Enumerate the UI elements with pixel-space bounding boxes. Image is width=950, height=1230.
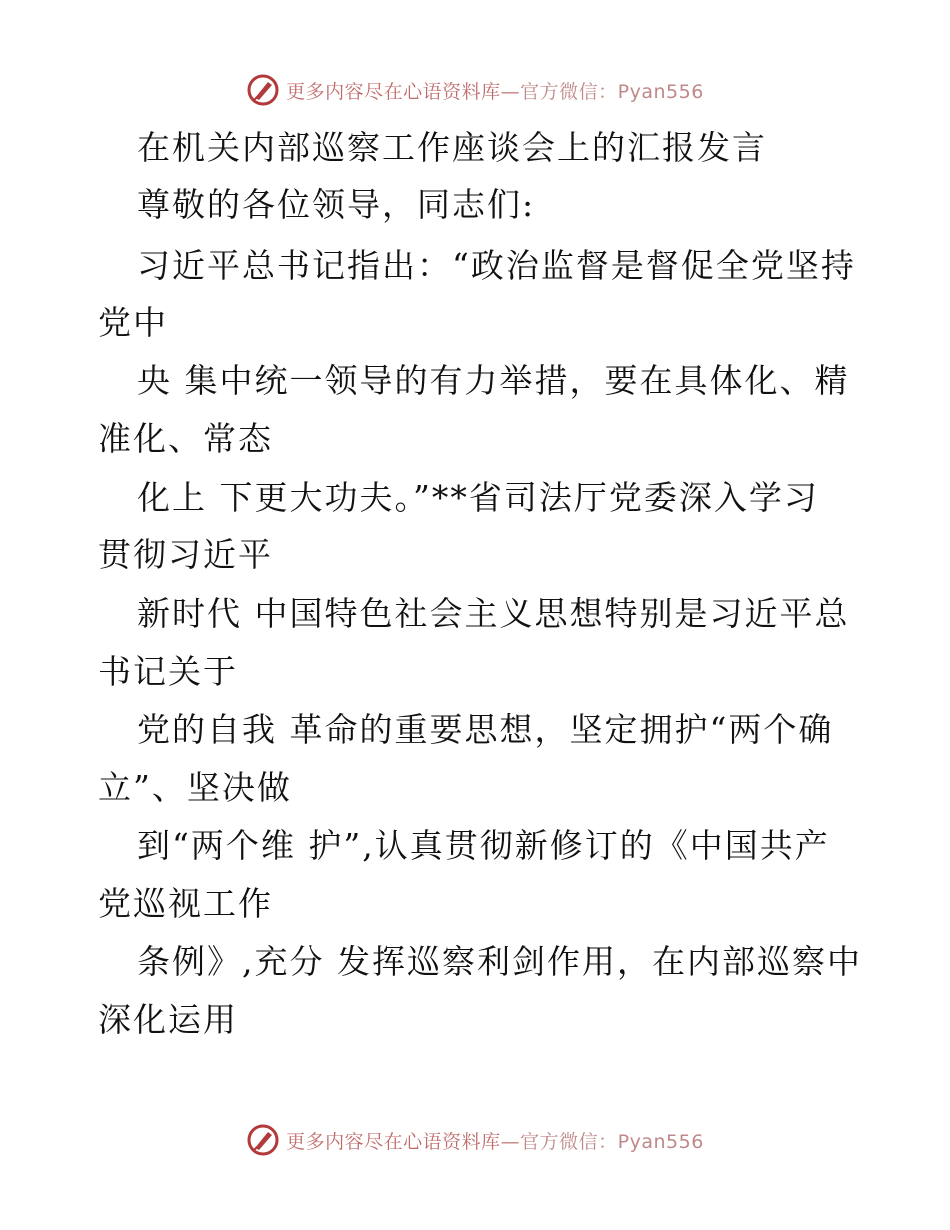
paragraph-line: 党巡视工作	[98, 884, 273, 923]
paragraph-line: 准化、常态	[98, 419, 273, 458]
paragraph-line: 立”、坚决做	[98, 768, 292, 807]
banner-separator: —	[500, 1130, 521, 1153]
banner-sub-text: 官方微信：Pyan556	[520, 80, 704, 103]
paragraph-line: 条例》,充分 发挥巡察利剑作用，在内部巡察中	[137, 942, 862, 981]
banner-main-text: 更多内容尽在心语资料库	[286, 1130, 501, 1153]
paragraph-line: 贯彻习近平	[98, 535, 273, 574]
paragraph-line: 深化运用	[98, 1000, 238, 1039]
document-salutation: 尊敬的各位领导，同志们:	[137, 185, 536, 224]
paragraph-line: 新时代 中国特色社会主义思想特别是习近平总	[137, 594, 850, 633]
banner-main-text: 更多内容尽在心语资料库	[286, 80, 501, 103]
paragraph-line: 书记关于	[98, 652, 238, 691]
top-banner	[0, 70, 950, 110]
paragraph-line: 党的自我 革命的重要思想，坚定拥护“两个确	[137, 710, 834, 749]
paragraph-line: 习近平总书记指出：“政治监督是督促全党坚持	[137, 246, 856, 285]
quill-logo-icon	[246, 1123, 280, 1157]
banner-sub-text: 官方微信：Pyan556	[520, 1130, 704, 1153]
paragraph-line: 到“两个维 护”,认真贯彻新修订的《中国共产	[137, 826, 830, 865]
banner-text	[286, 77, 704, 104]
quill-logo-icon	[246, 73, 280, 107]
paragraph-line: 化上 下更大功夫。”**省司法厅党委深入学习	[137, 478, 819, 517]
banner-content	[246, 1123, 704, 1157]
banner-content	[246, 73, 704, 107]
paragraph-line: 党中	[98, 303, 168, 342]
bottom-banner	[0, 1120, 950, 1160]
banner-text	[286, 1127, 704, 1154]
paragraph-line: 央 集中统一领导的有力举措，要在具体化、精	[137, 361, 850, 400]
document-title: 在机关内部巡察工作座谈会上的汇报发言	[137, 128, 767, 167]
banner-separator: —	[500, 80, 521, 103]
